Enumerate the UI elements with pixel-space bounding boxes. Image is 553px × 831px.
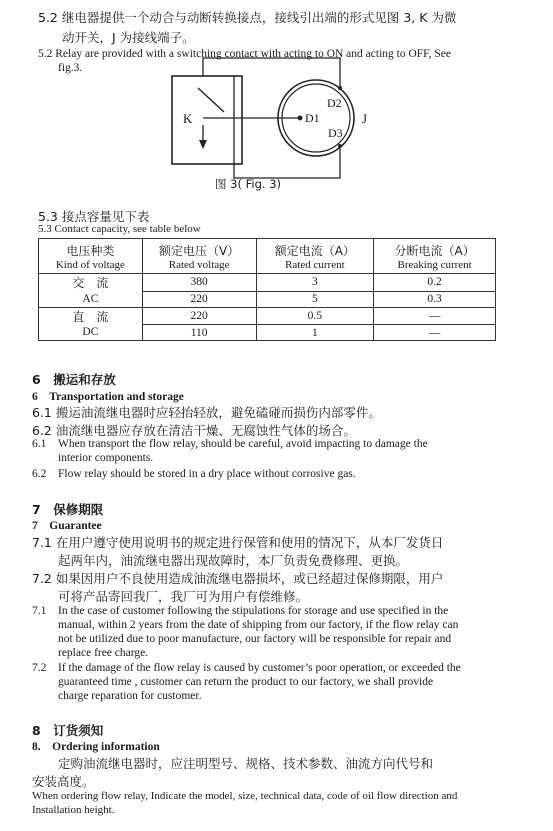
cell-breaking: — — [374, 325, 496, 341]
s6-title-cn: 6 搬运和存放 — [32, 372, 116, 387]
th-kind: 电压种类 Kind of voltage — [39, 239, 143, 274]
s7-title-cn: 7 保修期限 — [32, 502, 104, 517]
wire-bottom — [234, 76, 340, 178]
cell-voltage: 380 — [142, 274, 256, 292]
s8-title-cn: 8 订货须知 — [32, 723, 104, 738]
cell-voltage: 110 — [142, 325, 256, 341]
fig3-diagram — [0, 0, 553, 200]
cell-voltage: 220 — [142, 291, 256, 307]
th-breaking-current: 分断电流（A） Breaking current — [374, 239, 496, 274]
contact-blade — [198, 88, 224, 112]
s7-en2-line1: If the damage of the flow relay is caused by customer’s poor operation, or exceeded the — [58, 662, 461, 674]
s7-cn2-line1: 7.2 如果因用户不良使用造成油流继电器损坏，或已经超过保修期限，用户 — [32, 571, 444, 586]
s7-cn1-line2: 起两年内，油流继电器出现故障时，本厂负责免费修理、更换。 — [58, 553, 409, 568]
s7-en1-line3: not be utilized due to poor manufacture, our factory will be responsible for repair and — [58, 633, 452, 645]
s7-title-en: 7 Guarantee — [32, 520, 102, 532]
s52-cn-line1: 5.2 继电器提供一个动合与动断转换接点，接线引出端的形式见图 3, K 为微 — [38, 10, 457, 25]
s53-en: 5.3 Contact capacity, see table below — [38, 223, 201, 235]
label-d3: D3 — [328, 126, 343, 140]
s52-en-line1: 5.2 Relay are provided with a switching contact with acting to ON and acting to OFF, See — [38, 48, 451, 60]
s6-cn-1: 6.1 搬运油流继电器时应轻抬轻放，避免磕碰而损伤内部零件。 — [32, 405, 381, 420]
dc-cn-cell: 直 流 — [39, 307, 143, 325]
terminal-dot-d2 — [338, 86, 342, 90]
s7-en2-line3: charge reparation for customer. — [58, 690, 202, 702]
cell-current: 1 — [256, 325, 374, 341]
th-rated-voltage: 额定电压（V） Rated voltage — [142, 239, 256, 274]
s7-cn1-line1: 7.1 在用户遵守使用说明书的规定进行保管和使用的情况下，从本厂发货日 — [32, 535, 444, 550]
s8-cn-line2: 安装高度。 — [32, 774, 95, 789]
table-row — [39, 325, 496, 341]
s8-cn-line1: 定购油流继电器时，应注明型号、规格、技术参数、油流方向代号和 — [58, 756, 434, 771]
s8-title-en: 8. Ordering information — [32, 741, 160, 753]
cell-current: 5 — [256, 291, 374, 307]
label-d1: D1 — [305, 111, 320, 125]
table-row — [39, 307, 496, 325]
s6-cn-2: 6.2 油流继电器应存放在清洁干燥、无腐蚀性气体的场合。 — [32, 423, 356, 438]
s7-en1-line4: replace free charge. — [58, 647, 149, 659]
s6-en1-line2: interior components. — [58, 452, 154, 464]
s7-en1-line1: In the case of customer following the stipulations for storage and use specified in the — [58, 605, 449, 617]
s7-en2-num: 7.2 — [32, 662, 47, 674]
s53-cn: 5.3 接点容量见下表 — [38, 209, 150, 224]
ac-cn-cell: 交 流 — [39, 274, 143, 292]
s6-en1-num: 6.1 — [32, 438, 47, 450]
arrow-down-icon — [199, 140, 207, 149]
s6-en2-num: 6.2 — [32, 468, 47, 480]
label-j: J — [362, 111, 368, 126]
contact-capacity-table — [38, 238, 496, 341]
table-row — [39, 274, 496, 292]
cell-current: 0.5 — [256, 307, 374, 325]
s6-title-en: 6 Transportation and storage — [32, 391, 184, 403]
s52-en-line2: fig.3. — [58, 62, 83, 74]
s6-en2: Flow relay should be stored in a dry place without corrosive gas. — [58, 468, 356, 480]
s7-en1-line2: manual, within 2 years from the date of shipping from our factory, if the flow relay can — [58, 619, 459, 631]
label-d2: D2 — [327, 96, 342, 110]
terminal-dot-d3 — [338, 144, 342, 148]
fig3-caption: 图 3( Fig. 3) — [215, 177, 282, 191]
s7-en2-line2: guaranteed time , customer can return the product to our factory, we shall provide — [58, 676, 434, 688]
s8-en-line2: Installation height. — [32, 804, 115, 816]
s52-cn-line2: 动开关，J 为接线端子。 — [62, 30, 195, 45]
ac-en-cell: AC — [39, 291, 143, 307]
cell-voltage: 220 — [142, 307, 256, 325]
terminal-dot-d1 — [298, 116, 303, 121]
s8-en-line1: When ordering flow relay, Indicate the model, size, technical data, code of oil flow direction and — [32, 790, 458, 802]
cell-breaking: 0.2 — [374, 274, 496, 292]
s7-en1-num: 7.1 — [32, 605, 47, 617]
dc-en-cell: DC — [39, 325, 143, 341]
s7-cn2-line2: 可将产品寄回我厂，我厂可为用户有偿维修。 — [58, 589, 309, 604]
th-rated-current: 额定电流（A） Rated current — [256, 239, 374, 274]
table-header-row — [39, 239, 496, 274]
cell-current: 3 — [256, 274, 374, 292]
wire-top — [203, 58, 340, 86]
s6-en1-line1: When transport the flow relay, should be careful, avoid impacting to damage the — [58, 438, 428, 450]
table-row — [39, 291, 496, 307]
label-k: K — [183, 111, 193, 126]
cell-breaking: 0.3 — [374, 291, 496, 307]
cell-breaking: — — [374, 307, 496, 325]
